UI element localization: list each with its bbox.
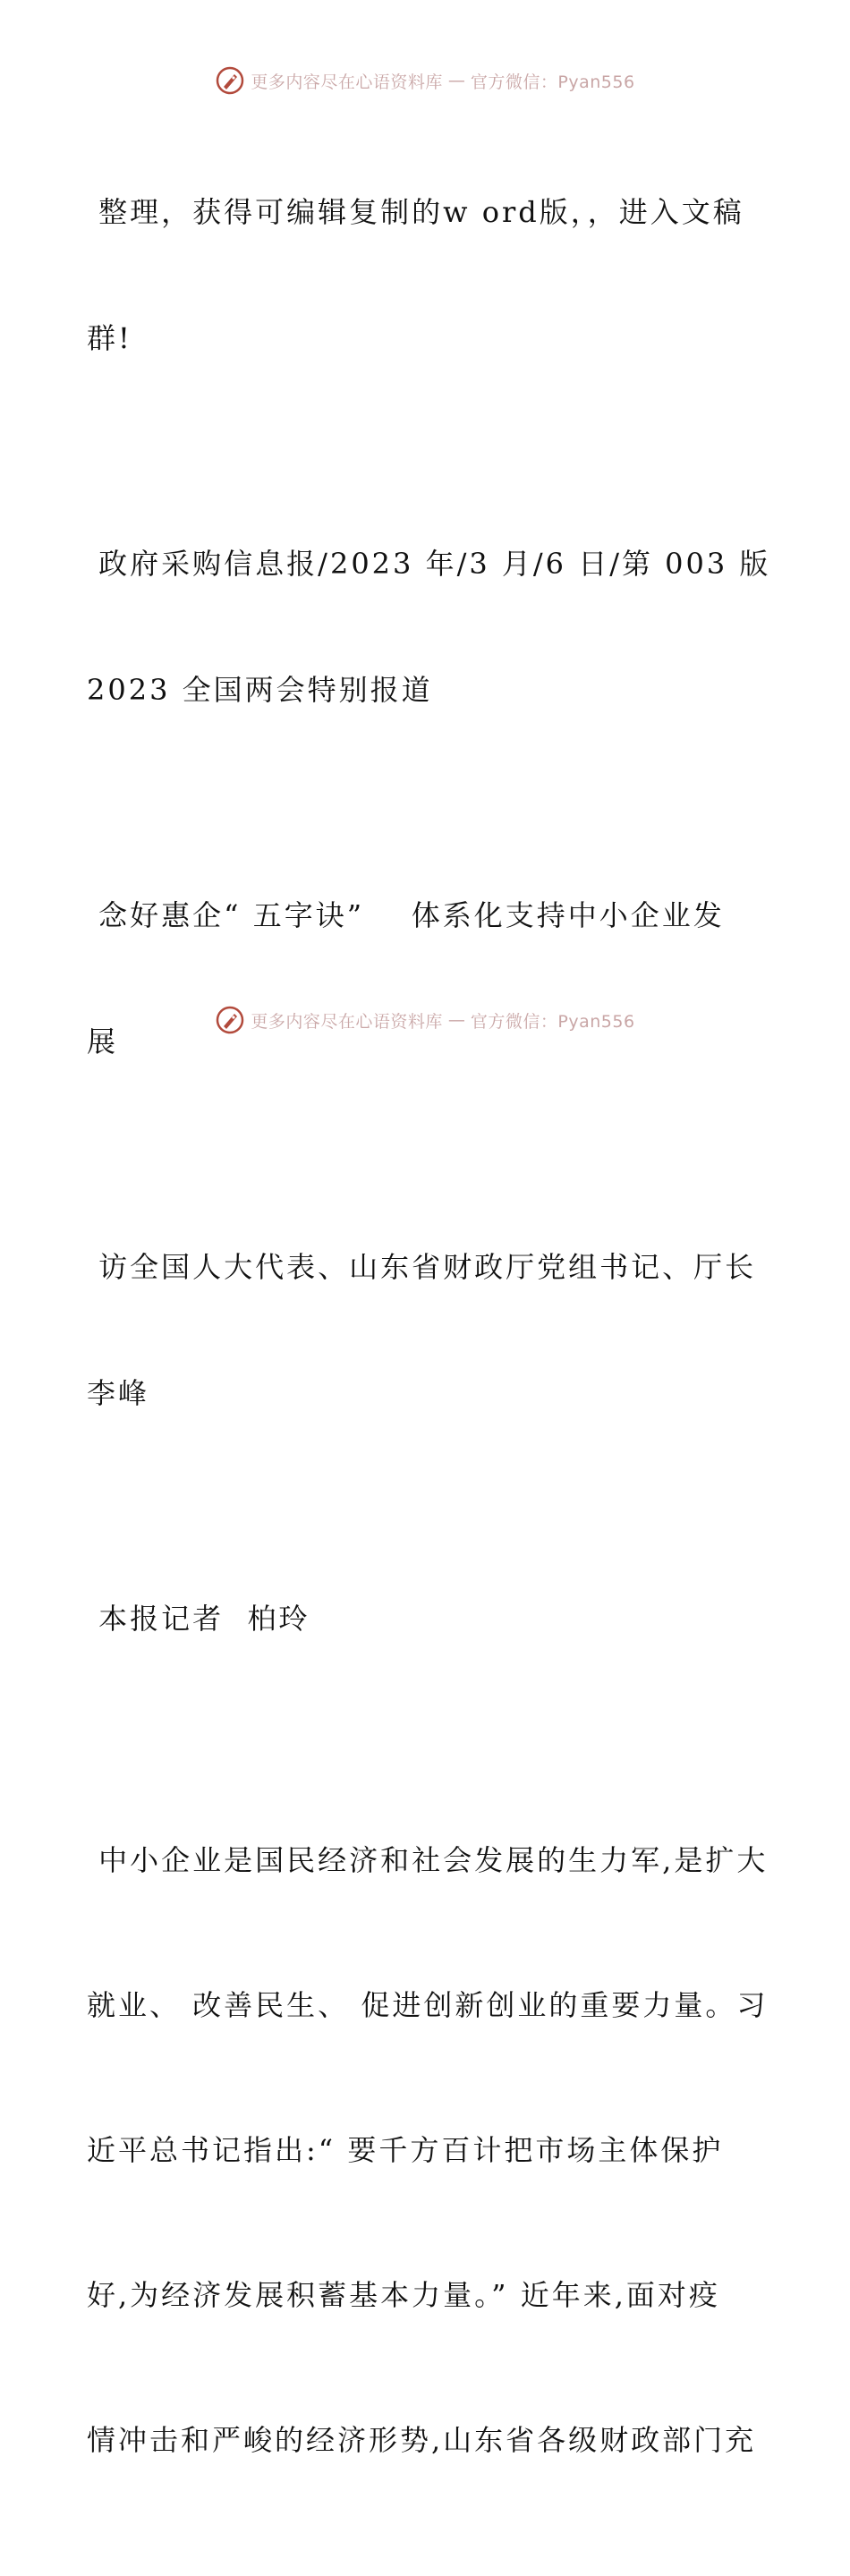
text-line: 本报记者 柏玲 — [87, 1602, 310, 1636]
article-title — [87, 811, 767, 1147]
text-line: 念好惠企“ 五字诀” 体系化支持中小企业发 — [87, 898, 725, 932]
body-paragraph — [87, 1739, 767, 2561]
watermark-group — [215, 65, 634, 96]
text-line: 群! — [87, 321, 132, 355]
watermark-separator: — — [447, 71, 465, 90]
byline — [87, 1514, 767, 1724]
header-watermark — [0, 63, 850, 98]
text-line: 好,为经济发展积蓄基本力量。” 近年来,面对疫 — [87, 2278, 720, 2312]
watermark-text: 更多内容尽在心语资料库 — [251, 72, 443, 92]
text-line: 近平总书记指出:“ 要千方百计把市场主体保护 — [87, 2133, 724, 2167]
document-body — [87, 107, 771, 2576]
text-line: 政府采购信息报/2023 年/3 月/6 日/第 003 版 — [87, 547, 771, 581]
text-line: 情冲击和严峻的经济形势,山东省各级财政部门充 — [87, 2423, 757, 2457]
text-line: 李峰 — [87, 1376, 150, 1410]
text-line: 访全国人大代表、山东省财政厅党组书记、厅长 — [87, 1250, 757, 1284]
text-line: 展 — [87, 1024, 119, 1058]
watermark-group — [215, 1005, 634, 1035]
intro-paragraph — [87, 107, 767, 444]
article-subtitle — [87, 1162, 767, 1499]
watermark-separator: — — [447, 1010, 465, 1030]
footer-watermark — [0, 1002, 850, 1038]
watermark-suffix: 官方微信：Pyan556 — [470, 1011, 635, 1032]
watermark-text: 更多内容尽在心语资料库 — [251, 1011, 443, 1032]
pen-nib-logo-icon — [215, 65, 245, 96]
text-line: 中小企业是国民经济和社会发展的生力军,是扩大 — [87, 1843, 769, 1877]
text-line: 2023 全国两会特别报道 — [87, 673, 433, 707]
pen-nib-logo-icon — [215, 1005, 245, 1035]
source-line — [87, 459, 771, 795]
text-line: 整理，获得可编辑复制的w ord版，，进入文稿 — [87, 195, 744, 229]
watermark-suffix: 官方微信：Pyan556 — [470, 72, 635, 92]
text-line: 就业、 改善民生、 促进创新创业的重要力量。习 — [87, 1988, 769, 2022]
